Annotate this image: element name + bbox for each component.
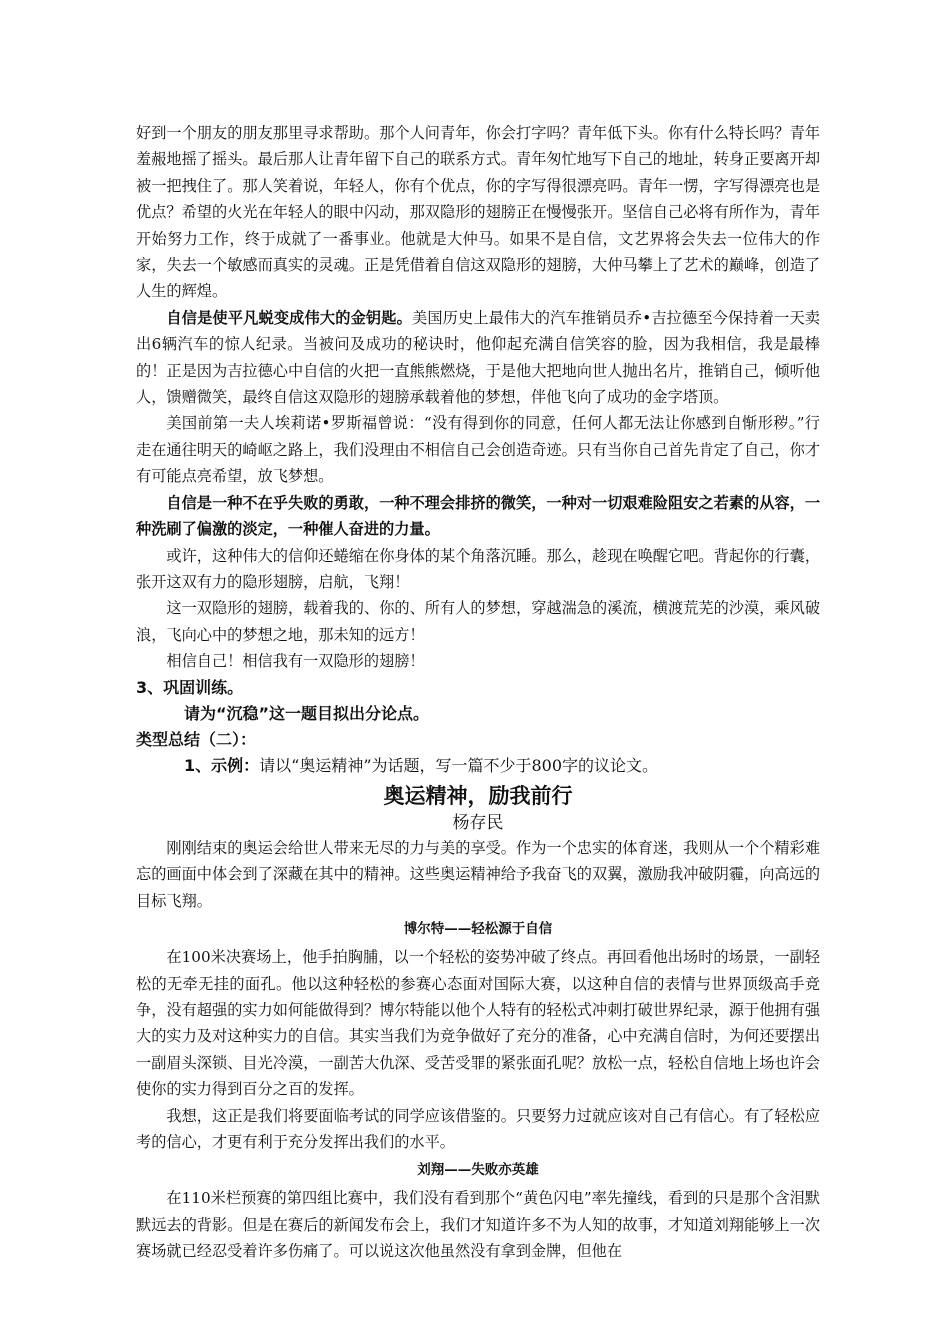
- paragraph-girard: [136, 305, 820, 411]
- essay-bolt-paragraph-2: 我想，这正是我们将要面临考试的同学应该借鉴的。只要努力过就应该对自己有信心。有了轻松应考的信心，才更有利于充分发挥出我们的水平。: [136, 1106, 820, 1151]
- essay-liuxiang-paragraph: 在110米栏预赛的第四组比赛中，我们没有看到那个“黄色闪电”率先撞线，看到的只是那个含泪默默远去的背影。但是在赛后的新闻发布会上，我们才知道许多不为人知的故事，才知道刘翔能够上一次赛场就已经忍受着许多伤痛了。可以说这次他虽然没有拿到金牌，但他在: [136, 1189, 820, 1261]
- paragraph-dumas: 好到一个朋友的朋友那里寻求帮助。那个人问青年，你会打字吗？青年低下头。你有什么特长吗？青年羞赧地摇了摇头。最后那人让青年留下自己的联系方式。青年匆忙地写下自己的地址，转身正要离开却被一把拽住了。那人笑着说，年轻人，你有个优点，你的字写得很漂亮吗。青年一愣，字写得漂亮也是优点？希望的火光在年轻人的眼中闪动，那双隐形的翅膀正在慢慢张开。坚信自己必将有所作为，青年开始努力工作，终于成就了一番事业。他就是大仲马。如果不是自信，文艺界将会失去一位伟大的作家，失去一个敏感而真实的灵魂。正是凭借着自信这双隐形的翅膀，大仲马攀上了艺术的巅峰，创造了人生的辉煌。: [136, 124, 820, 301]
- essay-author: 杨存民: [452, 812, 504, 833]
- paragraph-wings-dream: 这一双隐形的翅膀，载着我的、你的、所有人的梦想，穿越湍急的溪流，横渡荒芜的沙漠，乘风破浪，飞向心中的梦想之地，那未知的远方！: [136, 599, 820, 644]
- essay-subheading-liuxiang: 刘翔——失败亦英雄: [417, 1162, 539, 1179]
- practice-task: 请为“沉稳”这一题目拟出分论点。: [184, 703, 430, 723]
- paragraph-girard-body: 美国历史上最伟大的汽车推销员乔•吉拉德至今保持着一天卖出6辆汽车的惊人纪录。当被问及成功的秘诀时，他仰起充满自信笑容的脸，因为我相信，我是最棒的！正是因为吉拉德心中自信的火把一直熊熊燃烧，于是他大把地向世人抛出名片，推销自己，倾听他人，馈赠微笑，最终自信这双隐形的翅膀承载着他的梦想，伴他飞向了成功的金字塔顶。: [136, 308, 820, 407]
- essay-title: 奥运精神，励我前行: [383, 783, 573, 808]
- essay-bolt-paragraph-1: 在100米决赛场上，他手拍胸脯，以一个轻松的姿势冲破了终点。再回看他出场时的场景，一副轻松的无牵无挂的面孔。他以这种轻松的参赛心态面对国际大赛，以这种自信的表情与世界顶级高手竞争，没有超强的实力如何能做得到？博尔特能以他个人特有的轻松式冲刺打破世界纪录，源于他拥有强大的实力及对这种实力的自信。其实当我们为竞争做好了充分的准备，心中充满自信时，为何还要摆出一副眉头深锁、目光冷漠，一副苦大仇深、受苦受罪的紧张面孔呢？放松一点，轻松自信地上场也许会使你的实力得到百分之百的发挥。: [136, 948, 820, 1099]
- essay-subheading-bolt: 博尔特——轻松源于自信: [403, 921, 553, 938]
- section-heading-type-summary: 类型总结（二）：: [136, 729, 257, 749]
- essay-intro: 刚刚结束的奥运会给世人带来无尽的力与美的享受。作为一个忠实的体育迷，我则从一个个精彩难忘的画面中体会到了深藏在其中的精神。这些奥运精神给予我奋飞的双翼，激励我冲破阴霾，向高远的目标飞翔。: [136, 838, 820, 910]
- section-heading-practice: 3、巩固训练。: [136, 677, 244, 697]
- paragraph-girard-thesis: 自信是使平凡蜕变成伟大的金钥匙。: [166, 308, 412, 327]
- example-text: 请以“奥运精神”为话题，写一篇不少于800字的议论文。: [259, 755, 659, 775]
- example-prompt: [136, 753, 820, 779]
- paragraph-confidence-definition: 自信是一种不在乎失败的勇敢，一种不理会排挤的微笑，一种对一切艰难险阻安之若素的从容，一种洗刷了偏激的淡定，一种催人奋进的力量。: [136, 493, 820, 539]
- paragraph-roosevelt: 美国前第一夫人埃莉诺•罗斯福曾说：“没有得到你的同意，任何人都无法让你感到自惭形秽。”行走在通往明天的崎岖之路上，我们没理由不相信自己会创造奇迹。只有当你自己首先肯定了自己，你才有可能点亮希望，放飞梦想。: [136, 414, 820, 486]
- example-label: 1、示例：: [184, 755, 260, 775]
- document-page: [136, 120, 820, 1265]
- paragraph-closing: 相信自己！相信我有一双隐形的翅膀！: [166, 652, 425, 671]
- paragraph-awaken: 或许，这种伟大的信仰还蜷缩在你身体的某个角落沉睡。那么，趁现在唤醒它吧。背起你的行囊，张开这双有力的隐形翅膀，启航，飞翔！: [136, 546, 820, 591]
